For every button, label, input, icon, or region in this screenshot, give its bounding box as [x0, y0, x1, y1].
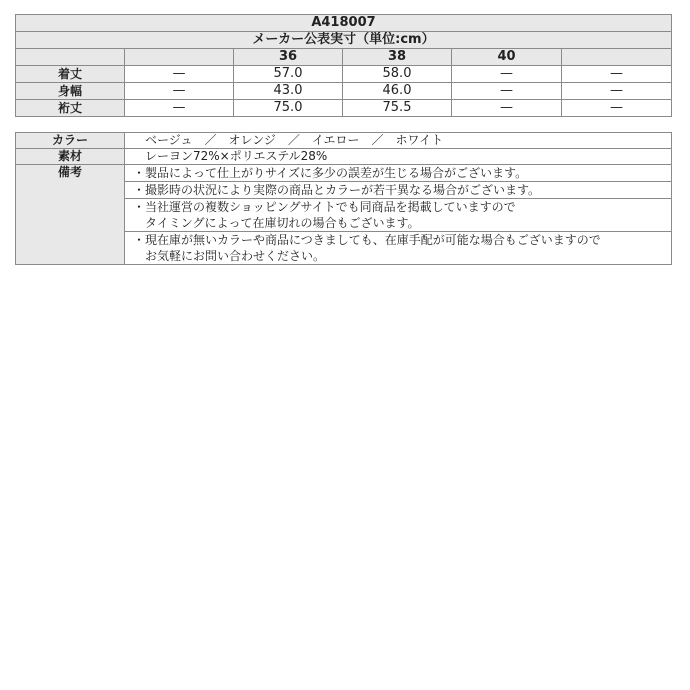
table-row: [16, 83, 672, 100]
row-label: 身幅: [16, 83, 125, 100]
size-cell: —: [562, 83, 672, 100]
info-table: [15, 132, 672, 265]
table-row: [16, 66, 672, 83]
note-item: [125, 165, 672, 182]
size-header: 38: [343, 49, 452, 66]
table-row: [16, 100, 672, 117]
size-cell: —: [452, 83, 562, 100]
size-cell: —: [562, 66, 672, 83]
note-row: [16, 165, 672, 182]
size-table: [15, 14, 672, 117]
size-cell: 43.0: [234, 83, 343, 100]
size-cell: 58.0: [343, 66, 452, 83]
note-line: タイミングによって在庫切れの場合もございます。: [133, 216, 420, 230]
color-row: [16, 133, 672, 149]
size-header: 36: [234, 49, 343, 66]
size-cell: 75.5: [343, 100, 452, 117]
note-item: [125, 232, 672, 265]
size-cell: —: [452, 100, 562, 117]
size-cell: —: [125, 83, 234, 100]
row-label: 裄丈: [16, 100, 125, 117]
material-value: レーヨン72%×ポリエステル28%: [125, 149, 672, 165]
material-label: 素材: [16, 149, 125, 165]
material-row: [16, 149, 672, 165]
size-header: 40: [452, 49, 562, 66]
note-line: ・撮影時の状況により実際の商品とカラーが若干異なる場合がございます。: [133, 183, 541, 197]
note-line: ・現在庫が無いカラーや商品につきましても、在庫手配が可能な場合もございますので: [133, 233, 601, 247]
size-cell: —: [452, 66, 562, 83]
size-cell: 46.0: [343, 83, 452, 100]
note-item: [125, 182, 672, 199]
notes-label: 備考: [16, 165, 125, 265]
note-line: ・当社運営の複数ショッピングサイトでも同商品を掲載していますので: [133, 200, 516, 214]
size-cell: 75.0: [234, 100, 343, 117]
size-cell: 57.0: [234, 66, 343, 83]
size-header: [562, 49, 672, 66]
size-header: [125, 49, 234, 66]
size-header-blank: [16, 49, 125, 66]
size-cell: —: [125, 66, 234, 83]
color-label: カラー: [16, 133, 125, 149]
size-cell: —: [125, 100, 234, 117]
size-cell: —: [562, 100, 672, 117]
note-line: ・製品によって仕上がりサイズに多少の誤差が生じる場合がございます。: [133, 166, 528, 180]
color-value: ベージュ ／ オレンジ ／ イエロー ／ ホワイト: [125, 133, 672, 149]
row-label: 着丈: [16, 66, 125, 83]
product-code: A418007: [16, 15, 672, 32]
size-table-caption: メーカー公表実寸（単位:cm）: [16, 32, 672, 49]
note-line: お気軽にお問い合わせください。: [133, 249, 326, 263]
note-item: [125, 199, 672, 232]
